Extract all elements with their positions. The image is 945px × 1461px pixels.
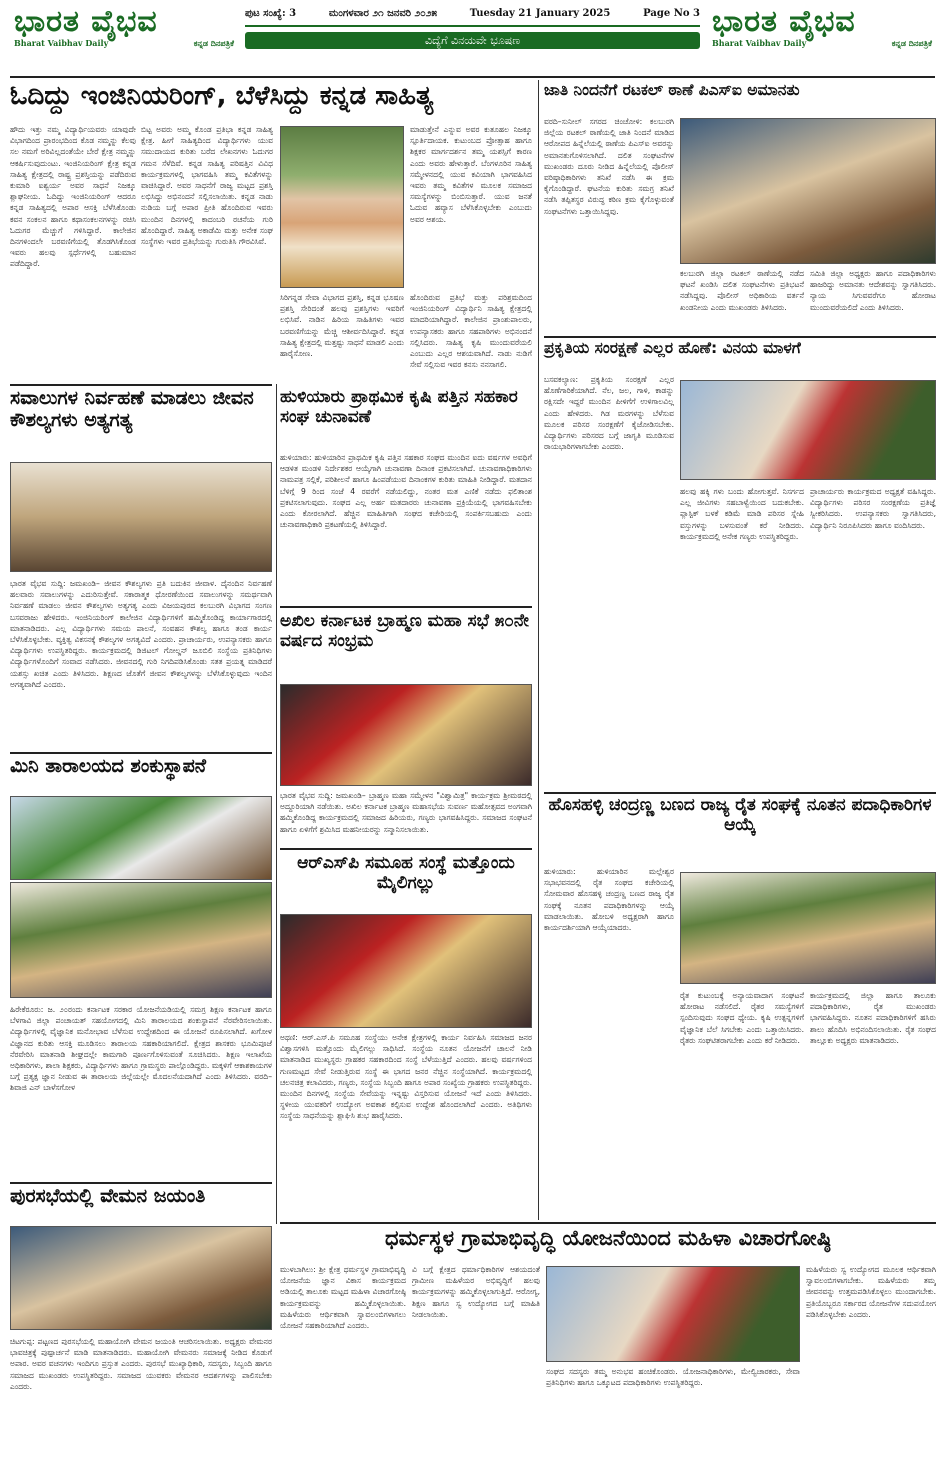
article-body: ಭಾರತ ವೈಭವ ಸುದ್ದಿ: ಜಮಖಂಡಿ– ಜೀವನ ಕೌಶಲ್ಯಗಳು ಪ್ರತಿ ಬದುಕಿನ ಜೀವಾಳ. ದೈನಂದಿನ ನಿರ್ವಹಣೆ ಹಲವಾರು ಸವಾಲುಗಳನ್ನು ಎದುರಿಸುತ್ತೇವೆ. ಸಕಾರಾತ್ಮಕ ಧೋರಣೆಯಿಂದ ಸವಾಲುಗಳನ್ನು ಸಮರ್ಥವಾಗಿ ನಿರ್ವಹಣೆ ಮಾಡಲು ಜೀವನ ಕೌಶಲ್ಯಗಳು ಅತ್ಯಗತ್ಯ ಎಂದು ವಿಜಯಪುರದ ಕಲಬುರಗಿ ವಿಭಾಗದ ಸಂಗಣ ಬಸವರಾಜು ಹೇಳಿದರು. ಇಂಜಿನಿಯರಿಂಗ್ ಕಾಲೇಜಿನ ವಿದ್ಯಾರ್ಥಿಗಳಿಗೆ ಹಮ್ಮಿಕೊಂಡಿದ್ದ ಕಾರ್ಯಾಗಾರದಲ್ಲಿ ಮಾತನಾಡಿದರು. ಎಲ್ಲ ವಿದ್ಯಾರ್ಥಿಗಳು ಸಮಯ ಪಾಲನೆ, ಸಂವಹನ ಕೌಶಲ್ಯ ಹಾಗೂ ತಂಡ ಕಾರ್ಯ ಬೆಳೆಸಿಕೊಳ್ಳಬೇಕು. ವ್ಯಕ್ತಿತ್ವ ವಿಕಸನಕ್ಕೆ ಕೌಶಲ್ಯಗಳ ಅಗತ್ಯವಿದೆ ಎಂದರು. ಪ್ರಾಚಾರ್ಯರು, ಉಪನ್ಯಾಸಕರು ಹಾಗೂ ವಿದ್ಯಾರ್ಥಿಗಳು ಉಪಸ್ಥಿತರಿದ್ದರು. ಕಾರ್ಯಕ್ರಮದಲ್ಲಿ ಡಿಜಿಟಲ್ ಗೋಲ್ಡನ್ ಜೂಬಿಲಿ ಸಂಸ್ಥೆಯ ಪ್ರತಿನಿಧಿಗಳು ವಿದ್ಯಾರ್ಥಿಗಳೊಂದಿಗೆ ಸಂವಾದ ನಡೆಸಿದರು. ಜೀವನದಲ್ಲಿ ಗುರಿ ನಿಗದಿಪಡಿಸಿಕೊಂಡು ಸತತ ಪ್ರಯತ್ನ ಮಾಡಿದರೆ ಯಶಸ್ಸು ಖಚಿತ ಎಂದು ತಿಳಿಸಿದರು. ಶಿಕ್ಷಣದ ಜೊತೆಗೆ ಜೀವನ ಕೌಶಲ್ಯಗಳನ್ನು ಬೆಳೆಸಿಕೊಳ್ಳುವುದು ಇಂದಿನ ಅಗತ್ಯವಾಗಿದೆ ಎಂದರು.	[10, 579, 272, 689]
article-ratkal-psi	[544, 82, 936, 334]
logo-en: Bharat Vaibhav Daily	[712, 38, 807, 48]
article-body: ಚಿಟಗುಪ್ಪ: ಪಟ್ಟಣದ ಪುರಸಭೆಯಲ್ಲಿ ಮಹಾಯೋಗಿ ವೇಮನ ಜಯಂತಿ ಆಚರಿಸಲಾಯಿತು. ಅಧ್ಯಕ್ಷರು ವೇಮನರ ಭಾವಚಿತ್ರಕ್ಕೆ ಪುಷ್ಪಾರ್ಚನೆ ಮಾಡಿ ಮಾತನಾಡಿದರು. ಮಹಾಯೋಗಿ ವೇಮನರು ಸಮಾಜಕ್ಕೆ ನೀಡಿದ ಕೊಡುಗೆ ಅಪಾರ. ಅವರ ವಚನಗಳು ಇಂದಿಗೂ ಪ್ರಸ್ತುತ ಎಂದರು. ಪುರಸಭೆ ಮುಖ್ಯಾಧಿಕಾರಿ, ಸದಸ್ಯರು, ಸಿಬ್ಬಂದಿ ಹಾಗೂ ಸಮಾಜದ ಮುಖಂಡರು ಉಪಸ್ಥಿತರಿದ್ದರು. ಸಮಾಜದ ಯುವಕರು ವೇಮನರ ಆದರ್ಶಗಳನ್ನು ಪಾಲಿಸಬೇಕು ಎಂದರು.	[10, 1337, 272, 1391]
article-body: ಸಿರಿಗನ್ನಡ ಸೇವಾ ವಿಭಾಗದ ಪ್ರಶಸ್ತಿ, ಕನ್ನಡ ಭೂಷಣ ಪ್ರಶಸ್ತಿ ಸೇರಿದಂತೆ ಹಲವು ಪ್ರಶಸ್ತಿಗಳು ಇವರಿಗೆ ಲಭಿಸಿವೆ. ನಾಡಿನ ಹಿರಿಯ ಸಾಹಿತಿಗಳು ಇವರ ಬರವಣಿಗೆಯನ್ನು ಮೆಚ್ಚಿ ಆಶೀರ್ವದಿಸಿದ್ದಾರೆ. ಕನ್ನಡ ಸಾಹಿತ್ಯ ಕ್ಷೇತ್ರದಲ್ಲಿ ಮತ್ತಷ್ಟು ಸಾಧನೆ ಮಾಡಲಿ ಎಂದು ಹಾರೈಸೋಣ.	[280, 293, 404, 359]
article-life-skills	[10, 388, 272, 748]
headline: ಧರ್ಮಸ್ಥಳ ಗ್ರಾಮಾಭಿವೃದ್ಧಿ ಯೋಜನೆಯಿಂದ ಮಹಿಳಾ ವಿಚಾರಗೋಷ್ಠಿ	[385, 1226, 831, 1250]
article-vemana-jayanti	[10, 1186, 272, 1456]
article-body: ಹೌದು ಇತ್ತು ನಮ್ಮ ವಿದ್ಯಾರ್ಥಿಯವರು ಯಾವುದೇ ವಿಭಾಗದಿಂದ ಪ್ರಾರಂಭದಿಂದ ಕೊಡ ನಮ್ಮನ್ನು ಕೆಲವು ಸಲ ನಮಗೆ ಅರಿವಿಲ್ಲದಂತೆಯೇ ಬೇರೆ ಕ್ಷೇತ್ರ ನಮ್ಮನ್ನು ಆಕರ್ಷಿಸುವುದುಂಟು. ಇಂಜಿನಿಯರಿಂಗ್ ಕ್ಷೇತ್ರ ಕನ್ನಡ ಸಾಹಿತ್ಯ ಕ್ಷೇತ್ರದಲ್ಲಿ ರಾಷ್ಟ್ರ ಪ್ರಶಸ್ತಿಯನ್ನು ಪಡೆದಿರುವ ಕುಮಾರಿ ಐಶ್ವರ್ಯ ಅವರ ಸಾಧನೆ ನಿಜಕ್ಕೂ ಶ್ಲಾಘನೀಯ. ಓದಿದ್ದು ಇಂಜಿನಿಯರಿಂಗ್ ಆದರೂ ಕನ್ನಡ ಸಾಹಿತ್ಯದಲ್ಲಿ ಅಪಾರ ಆಸಕ್ತಿ ಬೆಳೆಸಿಕೊಂಡು ಕವನ ಸಂಕಲನ ಹಾಗೂ ಕಥಾಸಂಕಲನಗಳನ್ನು ರಚಿಸಿ ಓದುಗರ ಮೆಚ್ಚುಗೆ ಗಳಿಸಿದ್ದಾರೆ. ಕಾಲೇಜಿನ ದಿನಗಳಿಂದಲೇ ಬರವಣಿಗೆಯಲ್ಲಿ ತೊಡಗಿಸಿಕೊಂಡ ಇವರು ಹಲವು ಸ್ಪರ್ಧೆಗಳಲ್ಲಿ ಬಹುಮಾನ ಪಡೆದಿದ್ದಾರೆ.	[10, 125, 136, 269]
article-nature-conservation	[544, 340, 936, 788]
article-body: ಮಹಿಳೆಯರು ಸ್ವ ಉದ್ಯೋಗದ ಮೂಲಕ ಆರ್ಥಿಕವಾಗಿ ಸ್ವಾವಲಂಬಿಗಳಾಗಬೇಕು. ಮಹಿಳೆಯರು ತಮ್ಮ ಜೀವನವನ್ನು ಉತ್ತಮಪಡಿಸಿಕೊಳ್ಳಲು ಮುಂದಾಗಬೇಕು. ಪ್ರತಿಯೊಬ್ಬರೂ ಸರ್ಕಾರದ ಯೋಜನೆಗಳ ಸದುಪಯೋಗ ಪಡಿಸಿಕೊಳ್ಳಬೇಕು ಎಂದರು.	[806, 1265, 936, 1319]
article-body: ಹುಳಿಯಾರು: ಹುಳಿಯಾರಿನ ಮಲ್ಲೇಶ್ವರ ಸಭಾಭವನದಲ್ಲಿ ರೈತ ಸಂಘದ ಕಚೇರಿಯಲ್ಲಿ ಸೋಮವಾರ ಹೊಸಹಳ್ಳಿ ಚಂದ್ರಣ್ಣ ಬಣದ ರಾಜ್ಯ ರೈತ ಸಂಘಕ್ಕೆ ನೂತನ ಪದಾಧಿಕಾರಿಗಳನ್ನು ಆಯ್ಕೆ ಮಾಡಲಾಯಿತು. ಹೋಬಳಿ ಅಧ್ಯಕ್ಷರಾಗಿ ಹಾಗೂ ಕಾರ್ಯದರ್ಶಿಯಾಗಿ ಆಯ್ಕೆಯಾದರು.	[544, 867, 674, 933]
article-body: ಸಂಘದ ಸದಸ್ಯರು ತಮ್ಮ ಅನುಭವ ಹಂಚಿಕೊಂಡರು. ಯೋಜನಾಧಿಕಾರಿಗಳು, ಮೇಲ್ವಿಚಾರಕರು, ಸೇವಾ ಪ್ರತಿನಿಧಿಗಳು ಹಾಗೂ ಒಕ್ಕೂಟದ ಪದಾಧಿಕಾರಿಗಳು ಉಪಸ್ಥಿತರಿದ್ದರು.	[546, 1367, 800, 1388]
article-body: ಕಾರ್ಯಕ್ರಮದಲ್ಲಿ ಜಿಲ್ಲಾ ಹಾಗೂ ತಾಲೂಕು ಪದಾಧಿಕಾರಿಗಳು, ರೈತ ಮುಖಂಡರು ಭಾಗವಹಿಸಿದ್ದರು. ನೂತನ ಪದಾಧಿಕಾರಿಗಳಿಗೆ ಹಸಿರು ಶಾಲು ಹೊದಿಸಿ ಅಭಿನಂದಿಸಲಾಯಿತು. ರೈತ ಸಂಘದ ತಾಲ್ಲೂಕು ಅಧ್ಯಕ್ಷರು ಮಾತನಾಡಿದರು.	[810, 991, 936, 1045]
article-body: ಮುಳಬಾಗಿಲು: ಶ್ರೀ ಕ್ಷೇತ್ರ ಧರ್ಮಸ್ಥಳ ಗ್ರಾಮಾಭಿವೃದ್ಧಿ ಯೋಜನೆಯ ಜ್ಞಾನ ವಿಕಾಸ ಕಾರ್ಯಕ್ರಮದ ಅಡಿಯಲ್ಲಿ ತಾಲೂಕು ಮಟ್ಟದ ಮಹಿಳಾ ವಿಚಾರಗೋಷ್ಠಿ ಕಾರ್ಯಕ್ರಮವನ್ನು ಹಮ್ಮಿಕೊಳ್ಳಲಾಯಿತು. ಮಹಿಳೆಯರು ಆರ್ಥಿಕವಾಗಿ ಸ್ವಾವಲಂಬಿಗಳಾಗಲು ಯೋಜನೆ ಸಹಕಾರಿಯಾಗಿದೆ ಎಂದರು.	[280, 1265, 406, 1331]
article-body: ವರದಿ–ಸುನೀಲ್ ಸಗರದ ಚಿಂಚೋಳಿ: ಕಲಬುರಗಿ ಜಿಲ್ಲೆಯ ರಟಕಲ್ ಠಾಣೆಯಲ್ಲಿ ಜಾತಿ ನಿಂದನೆ ಮಾಡಿದ ಆರೋಪದ ಹಿನ್ನೆಲೆಯಲ್ಲಿ ಠಾಣೆಯ ಪಿಎಸ್‌ಐ ಅವರನ್ನು ಅಮಾನತುಗೊಳಿಸಲಾಗಿದೆ. ದಲಿತ ಸಂಘಟನೆಗಳ ಮುಖಂಡರು ದೂರು ನೀಡಿದ ಹಿನ್ನೆಲೆಯಲ್ಲಿ ಪೊಲೀಸ್ ವರಿಷ್ಠಾಧಿಕಾರಿಗಳು ತನಿಖೆ ನಡೆಸಿ ಈ ಕ್ರಮ ಕೈಗೊಂಡಿದ್ದಾರೆ. ಘಟನೆಯ ಕುರಿತು ಸಮಗ್ರ ತನಿಖೆ ನಡೆಸಿ ತಪ್ಪಿತಸ್ಥರ ವಿರುದ್ಧ ಕಠಿಣ ಕ್ರಮ ಕೈಗೊಳ್ಳುವಂತೆ ಸಂಘಟನೆಗಳು ಒತ್ತಾಯಿಸಿದ್ದವು.	[544, 117, 674, 216]
article-body: ಬಸವಕಲ್ಯಾಣ: ಪ್ರಕೃತಿಯ ಸಂರಕ್ಷಣೆ ಎಲ್ಲರ ಹೊಣೆಗಾರಿಕೆಯಾಗಿದೆ. ನೆಲ, ಜಲ, ಗಾಳಿ, ಕಾಡನ್ನು ರಕ್ಷಿಸದೇ ಇದ್ದರೆ ಮುಂದಿನ ಪೀಳಿಗೆಗೆ ಉಳಿಗಾಲವಿಲ್ಲ ಎಂದು ಹೇಳಿದರು. ಗಿಡ ಮರಗಳನ್ನು ಬೆಳೆಸುವ ಮೂಲಕ ಪರಿಸರ ಸಂರಕ್ಷಣೆಗೆ ಕೈಜೋಡಿಸಬೇಕು. ವಿದ್ಯಾರ್ಥಿಗಳು ಪರಿಸರದ ಬಗ್ಗೆ ಜಾಗೃತಿ ಮೂಡಿಸುವ ರಾಯಭಾರಿಗಳಾಗಬೇಕು ಎಂದರು.	[544, 375, 674, 452]
page-number-en: Page No 3	[643, 8, 700, 19]
article-body: ಅಥಣಿ: ಆರ್.ಎಸ್.ಪಿ ಸಮೂಹ ಸಂಸ್ಥೆಯು ಅನೇಕ ಕ್ಷೇತ್ರಗಳಲ್ಲಿ ಕಾರ್ಯ ನಿರ್ವಹಿಸಿ ಸಮಾಜದ ಜನರ ವಿಶ್ವಾಸಗಳಿಸಿ ಮತ್ತೊಂದು ಮೈಲಿಗಲ್ಲು ಸಾಧಿಸಿದೆ. ಸಂಸ್ಥೆಯ ನೂತನ ಯೋಜನೆಗೆ ಚಾಲನೆ ನೀಡಿ ಮಾತನಾಡಿದ ಮುಖ್ಯಸ್ಥರು ಗ್ರಾಹಕರ ಸಹಕಾರದಿಂದ ಸಂಸ್ಥೆ ಬೆಳೆಯುತ್ತಿದೆ ಎಂದರು. ಹಲವು ವರ್ಷಗಳಿಂದ ಗುಣಮಟ್ಟದ ಸೇವೆ ನೀಡುತ್ತಿರುವ ಸಂಸ್ಥೆ ಈ ಭಾಗದ ಜನರ ನೆಚ್ಚಿನ ಸಂಸ್ಥೆಯಾಗಿದೆ. ಕಾರ್ಯಕ್ರಮದಲ್ಲಿ ಚಲನಚಿತ್ರ ಕಲಾವಿದರು, ಗಣ್ಯರು, ಸಂಸ್ಥೆಯ ಸಿಬ್ಬಂದಿ ಹಾಗೂ ಅಪಾರ ಸಂಖ್ಯೆಯ ಗ್ರಾಹಕರು ಉಪಸ್ಥಿತರಿದ್ದರು. ಮುಂದಿನ ದಿನಗಳಲ್ಲಿ ಸಂಸ್ಥೆಯ ಸೇವೆಯನ್ನು ಇನ್ನಷ್ಟು ವಿಸ್ತರಿಸುವ ಯೋಜನೆ ಇದೆ ಎಂದು ತಿಳಿಸಿದರು. ಸ್ಥಳೀಯ ಯುವಕರಿಗೆ ಉದ್ಯೋಗ ಅವಕಾಶ ಕಲ್ಪಿಸುವ ಉದ್ದೇಶ ಹೊಂದಲಾಗಿದೆ ಎಂದರು. ಅತಿಥಿಗಳು ಸಂಸ್ಥೆಯ ಸಾಧನೆಯನ್ನು ಶ್ಲಾಘಿಸಿ ಶುಭ ಹಾರೈಸಿದರು.	[280, 1033, 532, 1121]
article-body: ಹುಳಿಯಾರು: ಹುಳಿಯಾರಿನ ಪ್ರಾಥಮಿಕ ಕೃಷಿ ಪತ್ತಿನ ಸಹಕಾರ ಸಂಘದ ಮುಂದಿನ ಐದು ವರ್ಷಗಳ ಅವಧಿಗೆ ಆಡಳಿತ ಮಂಡಳಿ ನಿರ್ದೇಶಕರ ಆಯ್ಕೆಗಾಗಿ ಚುನಾವಣಾ ದಿನಾಂಕ ಪ್ರಕಟಿಸಲಾಗಿದೆ. ಚುನಾವಣಾಧಿಕಾರಿಗಳು ನಾಮಪತ್ರ ಸಲ್ಲಿಕೆ, ಪರಿಶೀಲನೆ ಹಾಗೂ ಹಿಂಪಡೆಯುವ ದಿನಾಂಕಗಳ ಕುರಿತು ಮಾಹಿತಿ ನೀಡಿದ್ದಾರೆ. ಮತದಾನ ಬೆಳಿಗ್ಗೆ 9 ರಿಂದ ಸಂಜೆ 4 ರವರೆಗೆ ನಡೆಯಲಿದ್ದು, ನಂತರ ಮತ ಎಣಿಕೆ ನಡೆದು ಫಲಿತಾಂಶ ಪ್ರಕಟಿಸಲಾಗುವುದು. ಸಂಘದ ಎಲ್ಲ ಅರ್ಹ ಮತದಾರರು ಚುನಾವಣಾ ಪ್ರಕ್ರಿಯೆಯಲ್ಲಿ ಭಾಗವಹಿಸಬೇಕು ಎಂದು ಕೋರಲಾಗಿದೆ. ಹೆಚ್ಚಿನ ಮಾಹಿತಿಗಾಗಿ ಸಂಘದ ಕಚೇರಿಯಲ್ಲಿ ಸಂಪರ್ಕಿಸಬಹುದು ಎಂದು ಚುನಾವಣಾಧಿಕಾರಿ ಪ್ರಕಟಣೆಯಲ್ಲಿ ತಿಳಿಸಿದ್ದಾರೆ.	[280, 453, 532, 530]
article-body: ರೈತ ಕುಟುಂಬಕ್ಕೆ ಅನ್ಯಾಯವಾದಾಗ ಸಂಘಟನೆ ಹೋರಾಟ ನಡೆಸಲಿದೆ. ರೈತರ ಸಮಸ್ಯೆಗಳಿಗೆ ಸ್ಪಂದಿಸುವುದು ಸಂಘದ ಧ್ಯೇಯ. ಕೃಷಿ ಉತ್ಪನ್ನಗಳಿಗೆ ವೈಜ್ಞಾನಿಕ ಬೆಲೆ ಸಿಗಬೇಕು ಎಂದು ಒತ್ತಾಯಿಸಿದರು. ರೈತರು ಸಂಘಟಿತರಾಗಬೇಕು ಎಂದು ಕರೆ ನೀಡಿದರು.	[680, 991, 804, 1045]
article-body: ಹಿರೇಕೆರೂರು: ಜ. ೨೦ರಂದು ಕರ್ನಾಟಕ ಸರಕಾರ ಯೋಜನೆಯಡಿಯಲ್ಲಿ ಸಮಗ್ರ ಶಿಕ್ಷಣ ಕರ್ನಾಟಕ ಹಾಗೂ ಬೆಳಗಾವಿ ಜಿಲ್ಲಾ ಪಂಚಾಯತ್ ಸಹಯೋಗದಲ್ಲಿ ಮಿನಿ ತಾರಾಲಯದ ಶಂಕುಸ್ಥಾಪನೆ ನೆರವೇರಿಸಲಾಯಿತು. ವಿದ್ಯಾರ್ಥಿಗಳಲ್ಲಿ ವೈಜ್ಞಾನಿಕ ಮನೋಭಾವ ಬೆಳೆಸುವ ಉದ್ದೇಶದಿಂದ ಈ ಯೋಜನೆ ರೂಪಿಸಲಾಗಿದೆ. ಖಗೋಳ ವಿಜ್ಞಾನದ ಕುರಿತು ಆಸಕ್ತಿ ಮೂಡಿಸಲು ತಾರಾಲಯ ಸಹಕಾರಿಯಾಗಲಿದೆ. ಕ್ಷೇತ್ರದ ಶಾಸಕರು ಭೂಮಿಪೂಜೆ ನೆರವೇರಿಸಿ ಮಾತನಾಡಿ ಶೀಘ್ರದಲ್ಲೇ ಕಾಮಗಾರಿ ಪೂರ್ಣಗೊಳಿಸುವಂತೆ ಸೂಚಿಸಿದರು. ಶಿಕ್ಷಣ ಇಲಾಖೆಯ ಅಧಿಕಾರಿಗಳು, ಶಾಲಾ ಶಿಕ್ಷಕರು, ವಿದ್ಯಾರ್ಥಿಗಳು ಹಾಗೂ ಗ್ರಾಮಸ್ಥರು ಪಾಲ್ಗೊಂಡಿದ್ದರು. ಮಕ್ಕಳಿಗೆ ಆಕಾಶಕಾಯಗಳ ಬಗ್ಗೆ ಪ್ರತ್ಯಕ್ಷ ಜ್ಞಾನ ನೀಡುವ ಈ ತಾರಾಲಯ ಜಿಲ್ಲೆಯಲ್ಲೇ ಮೊದಲನೆಯದಾಗಿದೆ ಎಂದು ತಿಳಿಸಿದರು. ವರದಿ– ಶಿವಾಜಿ ಎನ್ ಬಾಳೆಸಗೋಳ	[10, 1005, 272, 1093]
news-photo	[10, 462, 272, 572]
article-body: ವಿ ಬಗ್ಗೆ ಕ್ಷೇತ್ರದ ಧರ್ಮಾಧಿಕಾರಿಗಳ ಆಶಯದಂತೆ ಗ್ರಾಮೀಣ ಮಹಿಳೆಯರ ಅಭಿವೃದ್ಧಿಗೆ ಹಲವು ಕಾರ್ಯಕ್ರಮಗಳನ್ನು ಹಮ್ಮಿಕೊಳ್ಳಲಾಗುತ್ತಿದೆ. ಆರೋಗ್ಯ, ಶಿಕ್ಷಣ ಹಾಗೂ ಸ್ವ ಉದ್ಯೋಗದ ಬಗ್ಗೆ ಮಾಹಿತಿ ನೀಡಲಾಯಿತು.	[412, 1265, 540, 1319]
news-photo	[680, 118, 936, 264]
logo-sub: ಕನ್ನಡ ದಿನಪತ್ರಿಕೆ	[891, 38, 932, 48]
article-body: ಹೊಂದಿರುವ ಪ್ರತಿಭೆ ಮತ್ತು ಪರಿಶ್ರಮದಿಂದ ಇಂಜಿನಿಯರಿಂಗ್ ವಿದ್ಯಾರ್ಥಿನಿ ಸಾಹಿತ್ಯ ಕ್ಷೇತ್ರದಲ್ಲಿ ಮಾದರಿಯಾಗಿದ್ದಾರೆ. ಕಾಲೇಜಿನ ಪ್ರಾಂಶುಪಾಲರು, ಉಪನ್ಯಾಸಕರು ಹಾಗೂ ಸಹಪಾಠಿಗಳು ಅಭಿನಂದನೆ ಸಲ್ಲಿಸಿದರು. ಸಾಹಿತ್ಯ ಕೃಷಿ ಮುಂದುವರೆಯಲಿ ಎಂಬುದು ಎಲ್ಲರ ಆಶಯವಾಗಿದೆ. ನಾಡು ನುಡಿಗೆ ಸೇವೆ ಸಲ್ಲಿಸುವ ಇವರ ಕನಸು ನನಸಾಗಲಿ.	[410, 293, 532, 370]
article-rsp-milestone	[280, 854, 532, 1218]
news-photo	[680, 872, 936, 984]
masthead-logo-left	[14, 6, 234, 49]
article-mini-planetarium	[10, 756, 272, 1178]
headline: ಆರ್‌ಎಸ್‌ಪಿ ಸಮೂಹ ಸಂಸ್ಥೆ ಮತ್ತೊಂದು ಮೈಲಿಗಲ್ಲು	[297, 853, 515, 893]
logo-title: ಭಾರತ ವೈಭವ	[712, 4, 856, 39]
masthead-logo-right	[712, 6, 932, 49]
article-body: ಭಾರತ ವೈಭವ ಸುದ್ದಿ: ಜಮಖಂಡಿ– ಬ್ರಾಹ್ಮಣ ಮಹಾ ಸಮ್ಮೇಳನ "ವಿಶ್ವಾಮಿತ್ರ" ಕಾರ್ಯಕ್ರಮ ಶ್ರೀಮಠದಲ್ಲಿ ಅದ್ದೂರಿಯಾಗಿ ನಡೆಯಿತು. ಅಖಿಲ ಕರ್ನಾಟಕ ಬ್ರಾಹ್ಮಣ ಮಹಾಸಭೆಯ ಸುವರ್ಣ ಮಹೋತ್ಸವದ ಅಂಗವಾಗಿ ಹಮ್ಮಿಕೊಂಡಿದ್ದ ಕಾರ್ಯಕ್ರಮದಲ್ಲಿ ಸಮಾಜದ ಹಿರಿಯರು, ಗಣ್ಯರು ಭಾಗವಹಿಸಿದ್ದರು. ಸಮಾಜದ ಸಂಘಟನೆ ಹಾಗೂ ಏಳಿಗೆಗೆ ಶ್ರಮಿಸಿದ ಮಹನೀಯರನ್ನು ಸನ್ಮಾನಿಸಲಾಯಿತು.	[280, 791, 532, 834]
news-photo	[546, 1266, 800, 1362]
logo-en: Bharat Vaibhav Daily	[14, 38, 109, 48]
headline: ಅಖಿಲ ಕರ್ನಾಟಕ ಬ್ರಾಹ್ಮಣ ಮಹಾ ಸಭೆ ೫೦ನೇ ವರ್ಷದ ಸಂಭ್ರಮ	[280, 611, 529, 651]
headline: ಜಾತಿ ನಿಂದನೆಗೆ ರಟಕಲ್ ಠಾಣೆ ಪಿಎಸ್‌ಐ ಅಮಾನತು	[544, 81, 800, 99]
article-body: ಕಲಬುರಗಿ ಜಿಲ್ಲಾ ರಟಕಲ್ ಠಾಣೆಯಲ್ಲಿ ನಡೆದ ಘಟನೆ ಖಂಡಿಸಿ ದಲಿತ ಸಂಘಟನೆಗಳು ಪ್ರತಿಭಟನೆ ನಡೆಸಿದ್ದವು. ಪೊಲೀಸ್ ಅಧಿಕಾರಿಯ ವರ್ತನೆ ಖಂಡನೀಯ ಎಂದು ಮುಖಂಡರು ತಿಳಿಸಿದರು.	[680, 269, 804, 312]
news-photo	[280, 914, 532, 1028]
date-en: Tuesday 21 January 2025	[469, 8, 611, 19]
article-farmers-union	[544, 796, 936, 1218]
headline: ಹುಳಿಯಾರು ಪ್ರಾಥಮಿಕ ಕೃಷಿ ಪತ್ತಿನ ಸಹಕಾರ ಸಂಘ ಚುನಾವಣೆ	[280, 387, 518, 427]
date-kn: ಮಂಗಳವಾರ ೨೧ ಜನವರಿ ೨೦೨೫	[328, 8, 437, 19]
article-body: ಹಲವು ಹಕ್ಕಿ ಗಳು ಬಂದು ಹೋಗುತ್ತವೆ. ನಿಸರ್ಗದ ಎಲ್ಲ ಜೀವಿಗಳು ಸಹಬಾಳ್ವೆಯಿಂದ ಬದುಕಬೇಕು. ಪ್ಲಾಸ್ಟಿಕ್ ಬಳಕೆ ಕಡಿಮೆ ಮಾಡಿ ಪರಿಸರ ಸ್ನೇಹಿ ವಸ್ತುಗಳನ್ನು ಬಳಸುವಂತೆ ಕರೆ ನೀಡಿದರು. ಕಾರ್ಯಕ್ರಮದಲ್ಲಿ ಅನೇಕ ಗಣ್ಯರು ಉಪಸ್ಥಿತರಿದ್ದರು.	[680, 487, 804, 541]
article-body: ಪ್ರಾಚಾರ್ಯರು ಕಾರ್ಯಕ್ರಮದ ಅಧ್ಯಕ್ಷತೆ ವಹಿಸಿದ್ದರು. ವಿದ್ಯಾರ್ಥಿಗಳು ಪರಿಸರ ಸಂರಕ್ಷಣೆಯ ಪ್ರತಿಜ್ಞೆ ಸ್ವೀಕರಿಸಿದರು. ಉಪನ್ಯಾಸಕರು ಸ್ವಾಗತಿಸಿದರು, ವಿದ್ಯಾರ್ಥಿನಿ ನಿರೂಪಿಸಿದರು ಹಾಗೂ ವಂದಿಸಿದರು.	[810, 487, 936, 530]
masthead-info	[245, 8, 700, 64]
tagline: ವಿದ್ಯೆಗೆ ವಿನಯವೇ ಭೂಷಣ	[245, 32, 700, 49]
article-engineering-literature	[10, 82, 532, 380]
headline: ಪ್ರಕೃತಿಯ ಸಂರಕ್ಷಣೆ ಎಲ್ಲರ ಹೊಣೆ: ವಿನಯ ಮಾಳಗೆ	[544, 339, 801, 357]
news-photo	[10, 796, 272, 880]
article-body: ಮಾಡುತ್ತೇನೆ ಎನ್ನುವ ಅವರ ಕುತೂಹಲ ನಿಜಕ್ಕೂ ಸ್ಪೂರ್ತಿದಾಯಕ. ಕುಟುಂಬದ ಪ್ರೋತ್ಸಾಹ ಹಾಗೂ ಶಿಕ್ಷಕರ ಮಾರ್ಗದರ್ಶನ ತಮ್ಮ ಯಶಸ್ಸಿಗೆ ಕಾರಣ ಎಂದು ಅವರು ಹೇಳುತ್ತಾರೆ. ಬೆಂಗಳೂರಿನ ಸಾಹಿತ್ಯ ಸಮ್ಮೇಳನದಲ್ಲಿ ಯುವ ಕವಿಯಾಗಿ ಭಾಗವಹಿಸಿದ ಇವರು ತಮ್ಮ ಕವಿತೆಗಳ ಮೂಲಕ ಸಮಾಜದ ಸಮಸ್ಯೆಗಳನ್ನು ಬಿಂಬಿಸುತ್ತಾರೆ. ಯುವ ಜನತೆ ಓದುವ ಹವ್ಯಾಸ ಬೆಳೆಸಿಕೊಳ್ಳಬೇಕು ಎಂಬುದು ಅವರ ಆಶಯ.	[410, 125, 532, 224]
headline: ಹೊಸಹಳ್ಳಿ ಚಂದ್ರಣ್ಣ ಬಣದ ರಾಜ್ಯ ರೈತ ಸಂಘಕ್ಕೆ ನೂತನ ಪದಾಧಿಕಾರಿಗಳ ಆಯ್ಕೆ	[548, 795, 932, 835]
article-body: ಸಮಿತಿ ಜಿಲ್ಲಾ ಅಧ್ಯಕ್ಷರು ಹಾಗೂ ಪದಾಧಿಕಾರಿಗಳು ಹಾಜರಿದ್ದು ಅಮಾನತು ಆದೇಶವನ್ನು ಸ್ವಾಗತಿಸಿದರು. ನ್ಯಾಯ ಸಿಗುವವರೆಗೂ ಹೋರಾಟ ಮುಂದುವರೆಯಲಿದೆ ಎಂದು ತಿಳಿಸಿದರು.	[810, 269, 936, 312]
news-photo	[680, 380, 936, 480]
masthead	[0, 0, 945, 72]
headline: ಸವಾಲುಗಳ ನಿರ್ವಹಣೆ ಮಾಡಲು ಜೀವನ ಕೌಶಲ್ಯಗಳು ಅತ್ಯಗತ್ಯ	[10, 387, 254, 431]
news-photo	[10, 882, 272, 998]
news-photo	[10, 1226, 272, 1330]
article-huliyar-election	[280, 388, 532, 602]
logo-title: ಭಾರತ ವೈಭವ	[14, 4, 158, 39]
article-dharmasthala-women	[280, 1226, 936, 1456]
headline: ಪುರಸಭೆಯಲ್ಲಿ ವೇಮನ ಜಯಂತಿ	[10, 1185, 206, 1207]
news-photo	[280, 684, 532, 786]
article-body: ಬಿಟ್ಟ ಅವರು ಅಮ್ಮ ಕೊಂಡ ಪ್ರತಿಭಾ ಕನ್ನಡ ಸಾಹಿತ್ಯ ಕ್ಷೇತ್ರ. ಹೀಗೆ ಸಾಹಿತ್ಯದಿಂದ ವಿದ್ಯಾರ್ಥಿಗಳು ಯುವ ಸಮುದಾಯದ ಕುರಿತು ಬರೆದ ಲೇಖನಗಳು ಓದುಗರ ಗಮನ ಸೆಳೆದಿವೆ. ಕನ್ನಡ ಸಾಹಿತ್ಯ ಪರಿಷತ್ತಿನ ವಿವಿಧ ಕಾರ್ಯಕ್ರಮಗಳಲ್ಲಿ ಭಾಗವಹಿಸಿ ತಮ್ಮ ಕವಿತೆಗಳನ್ನು ವಾಚಿಸಿದ್ದಾರೆ. ಅವರ ಸಾಧನೆಗೆ ರಾಜ್ಯ ಮಟ್ಟದ ಪ್ರಶಸ್ತಿ ಲಭಿಸಿದ್ದು ಅಭಿನಂದನೆ ಸಲ್ಲಿಸಲಾಯಿತು. ಕನ್ನಡ ನಾಡು ನುಡಿಯ ಬಗ್ಗೆ ಅಪಾರ ಪ್ರೀತಿ ಹೊಂದಿರುವ ಇವರು ಮುಂದಿನ ದಿನಗಳಲ್ಲಿ ಕಾದಂಬರಿ ರಚನೆಯ ಗುರಿ ಹೊಂದಿದ್ದಾರೆ. ಸಾಹಿತ್ಯ ಅಕಾಡೆಮಿ ಮತ್ತು ಅನೇಕ ಸಂಘ ಸಂಸ್ಥೆಗಳು ಇವರ ಪ್ರತಿಭೆಯನ್ನು ಗುರುತಿಸಿ ಗೌರವಿಸಿವೆ.	[141, 125, 273, 247]
logo-sub: ಕನ್ನಡ ದಿನಪತ್ರಿಕೆ	[193, 38, 234, 48]
page-number-kn: ಪುಟ ಸಂಖ್ಯೆ: 3	[245, 8, 297, 19]
portrait-photo	[280, 126, 404, 288]
headline: ಓದಿದ್ದು ಇಂಜಿನಿಯರಿಂಗ್, ಬೆಳೆಸಿದ್ದು ಕನ್ನಡ ಸಾಹಿತ್ಯ	[10, 81, 434, 111]
article-brahmana-sabha	[280, 612, 532, 844]
headline: ಮಿನಿ ತಾರಾಲಯದ ಶಂಕುಸ್ಥಾಪನೆ	[10, 755, 207, 777]
